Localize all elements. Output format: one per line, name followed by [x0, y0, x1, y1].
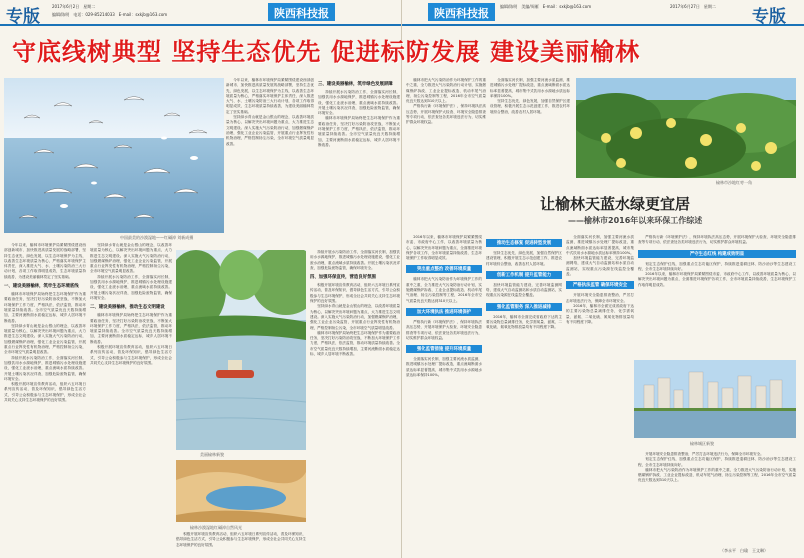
left-section2-body-2: 坚持绿水青山就是金山银山的理念，以改善环境质量为核心，以解决突出环境问题为重点，大力推进生态文明建设。深入实施大气污染防治行动，加强燃煤锅炉治理，强化工业企业污染监管，开展重点行业挥发性有机物治理，严格控制扬尘污染，全市环境空气质量明显改善。	[4, 323, 86, 355]
right-page-header	[402, 0, 804, 26]
right-article-column-4	[638, 235, 796, 355]
left-article-column-2	[318, 78, 400, 243]
box2-body: 严格执行新《环境保护法》，保持环境执法高压态势，开展环境保护大检查、环境安全隐患排查等专项行动，依法查处各类环境违法行为，切实维护群众环境权益。	[406, 319, 482, 340]
left-section3-title: 三、建设美丽榆林，筑牢绿色发展屏障	[318, 82, 393, 87]
box1-heading: 突出重点整治 改善环境质量	[406, 265, 482, 273]
right-intro: 2016年以来，榆林市环境保护局紧紧围绕市委、市政府中心工作，以改善环境质量为核心，以解决突出环境问题为重点，全面推进环境保护各项工作，全市环境质量持续改善，生态环境保护工作取得明显成效。	[406, 235, 482, 261]
right-top-column-1	[406, 78, 486, 173]
left-section4-body: 积极开展环境宣传教育活动，组织六五环境日系列宣传活动，普及环保知识，倡导绿色生活方式，引导公众积极参与生态环境保护，形成全社会共同关心支持生态环境保护的良好氛围。	[310, 283, 400, 304]
box5-heading: 创新工作机制 提升监管能力	[486, 271, 562, 279]
box2-heading: 加大环境执法 推进环境保护	[406, 308, 482, 316]
right-issue-info: 2017年6月27日 星期二	[670, 4, 716, 9]
box4-heading: 推动生态修复 促进转型发展	[486, 239, 562, 247]
right-col4-body-a: 严格执行新《环境保护法》，保持环境执法高压态势，开展环境保护大检查、环境安全隐患排查等专项行动，依法查处各类环境违法行为，切实维护群众环境权益。	[638, 235, 796, 245]
desert-photo-caption: 榆林沙漠湿地红碱淖自然风光	[190, 525, 242, 530]
city-photo	[634, 360, 796, 438]
right-top-column-2	[490, 78, 570, 173]
left-intro-continued: 今年以来，榆林市环境保护局紧紧围绕建设西部创新城市、加快推进高质量发展的战略部署，坚持生态优先，绿色发展，以生态环境保护为主线，以改善生态环境质量为核心，严格落实环境保护主体责任，深入推进大气、水、土壤污染防治三大行动计划，各项工作取得明显成效，生态环境质量持续改善，为建设美丽榆林奠定了坚实基础。	[4, 243, 86, 279]
right-col5-body-b: 划定生态保护红线，加强重点生态功能区保护，持续推进退耕还林、防沙治沙等生态建设工程，全市生态环境持续向好。	[638, 457, 796, 467]
left-section1-title: 一、建设美丽榆林，筑牢生态环境底线	[4, 284, 79, 290]
left-article-column-5	[310, 250, 400, 553]
box7-heading: 严格执法监管 确保环境安全	[566, 281, 634, 289]
right-article-column-1	[406, 235, 482, 553]
right-col5-body-c: 榆林市把大气污染防治作为环境保护工作的重中之重，全力推进大气污染防治行动计划，实施燃煤锅炉拆改、工业企业提标改造、机动车尾气治理、扬尘污染控制等工程，2016年全市空气质量优良天数达到310天以上。	[638, 467, 796, 483]
left-col4-body-c: 榆林市环境保护局始终把生态环境保护作为重要政治任务，坚决打好污染防治攻坚战，不断加大环境保护工作力度，严格执法，依法监管，推动环境质量持续改善。全市空气质量优良天数持续增加，主要河流断面水质稳定达标，城乡人居环境不断改善。	[90, 313, 172, 344]
box8-body: 划定生态保护红线，加强重点生态功能区保护，持续推进退耕还林、防沙治沙等生态建设工程，全市生态环境持续向好。	[638, 261, 796, 271]
lake-boat-photo	[176, 250, 306, 450]
box6-body: 2016年，榆林市全面完成省政府下达的主要污染物总量减排任务，化学需氧量、氨氮、二氧化硫、氮氧化物排放量均有不同程度下降。	[486, 314, 562, 330]
right-subheadline: ——榆林市2016年以来环保工作综述	[568, 216, 703, 225]
right-section-tag: 专版	[752, 7, 786, 27]
box3-heading: 强化监管措施 提升环境质量	[406, 345, 482, 353]
box4-body: 坚持生态优先、绿色发展，加强自然保护区建设管理，积极开展生态示范创建工作，推进农村环境综合整治，改善农村人居环境。	[486, 251, 562, 266]
left-masthead-logo: 陕西科技报	[268, 3, 335, 21]
right-col3-body-c: 2016年，榆林市全面完成省政府下达的主要污染物总量减排任务，化学需氧量、氨氮、二氧化硫、氮氧化物排放量均有不同程度下降。	[566, 303, 634, 324]
left-section-tag: 专版	[6, 7, 40, 27]
right-byline: （李永平 白瑜 王文琳）	[720, 548, 768, 553]
right-headline: 让榆林天蓝水绿更宜居	[540, 195, 691, 213]
right-article-column-2	[486, 235, 562, 553]
desert-lake-photo	[176, 460, 306, 522]
left-section2-body: 坚持绿水青山就是金山银山的理念，以改善环境质量为核心，以解决突出环境问题为重点，大力推进生态文明建设。深入实施大气污染防治行动，加强燃煤锅炉治理，强化工业企业污染监管，开展重点行业挥发性有机物治理，严格控制扬尘污染，全市环境空气质量明显改善。	[226, 115, 314, 146]
box6-heading: 强化监管服务 深入推进减排	[486, 303, 562, 311]
wetland-photo	[4, 78, 224, 233]
main-headline: 守底线树典型 坚持生态优先 促进标防发展 建设美丽榆林	[12, 38, 641, 66]
red-dates-caption: 榆林市沙地红枣一角	[716, 180, 752, 185]
left-section3-body-2: 持续开展水污染防治工作，全面落实河长制，加强饮用水水源地保护，推进城镇污水处理设施建设，强化工业废水治理，重点流域水质持续改善。开展土壤污染状况详查，加强危险废物监管，确保环境安全。	[4, 355, 86, 381]
left-col6-body: 积极开展环境宣传教育活动，组织六五环境日系列宣传活动，普及环保知识，倡导绿色生活方式，引导公众积极参与生态环境保护，形成全社会共同关心支持生态环境保护的良好氛围。	[176, 532, 306, 547]
left-article-column-6	[176, 532, 306, 554]
left-col4-body-d: 积极开展环境宣传教育活动，组织六五环境日系列宣传活动，普及环保知识，倡导绿色生活方式，引导公众积极参与生态环境保护，形成全社会共同关心支持生态环境保护的良好氛围。	[90, 345, 172, 365]
lake-photo-caption: 美丽榆林新貌	[200, 452, 224, 457]
left-col5-body-b: 坚持绿水青山就是金山银山的理念，以改善环境质量为核心，以解决突出环境问题为重点，大力推进生态文明建设。深入实施大气污染防治行动，加强燃煤锅炉治理，强化工业企业污染监管，开展重点行业挥发性有机物治理，严格控制扬尘污染，全市环境空气质量明显改善。	[310, 304, 400, 330]
left-article-intro: 今年以来，榆林市环境保护局紧紧围绕建设西部创新城市、加快推进高质量发展的战略部署，坚持生态优先，绿色发展，以生态环境保护为主线，以改善生态环境质量为核心，严格落实环境保护主体责任，深入推进大气、水、土壤污染防治三大行动计划，各项工作取得明显成效，生态环境质量持续改善，为建设美丽榆林奠定了坚实基础。	[226, 78, 314, 114]
right-col4-body-b: 2016年以来，榆林市环境保护局紧紧围绕市委、市政府中心工作，以改善环境质量为核心，以解决突出环境问题为重点，全面推进环境保护各项工作，全市环境质量持续改善，生态环境保护工作取得明显成效。	[638, 272, 796, 287]
right-masthead-logo: 陕西科技报	[428, 3, 495, 21]
right-top-col1-body: 榆林市把大气污染防治作为环境保护工作的重中之重，全力推进大气污染防治行动计划，实施燃煤锅炉拆改、工业企业提标改造、机动车尾气治理、扬尘污染控制等工程，2016年全市空气质量优良天数达到310天以上。	[406, 78, 486, 104]
left-col5-body-c: 榆林市环境保护局始终把生态环境保护作为重要政治任务，坚决打好污染防治攻坚战，不断加大环境保护工作力度，严格执法，依法监管，推动环境质量持续改善。全市空气质量优良天数持续增加，主要河流断面水质稳定达标，城乡人居环境不断改善。	[310, 330, 400, 357]
right-article-column-3	[566, 235, 634, 553]
left-section4-title: 四、加强环保宣传，营造良好氛围	[310, 275, 376, 281]
left-section4-body-2: 积极开展环境宣传教育活动，组织六五环境日系列宣传活动，普及环保知识，倡导绿色生活方式，引导公众积极参与生态环境保护，形成全社会共同关心支持生态环境保护的良好氛围。	[4, 382, 86, 403]
right-col3-body-a: 全面落实河长制，加强主要河流水质监测，推进城镇污水处理厂提标改造，重点流域断面水质达标率显著提高，城市集中式饮用水水源地水质达标率保持100%。	[566, 235, 634, 255]
left-section3-body: 持续开展水污染防治工作，全面落实河长制，加强饮用水水源地保护，推进城镇污水处理设施建设，强化工业废水治理，重点流域水质持续改善。开展土壤污染状况详查，加强危险废物监管，确保环境安全。	[318, 90, 400, 116]
right-article-column-5	[638, 452, 796, 546]
box7-body: 开展环境安全隐患排查整治，严厉打击环境违法行为，保障全市环境安全。	[566, 293, 634, 303]
left-article-column-4	[90, 243, 172, 553]
right-top-col2-body-b: 坚持生态优先、绿色发展，加强自然保护区建设管理，积极开展生态示范创建工作，推进农村环境综合整治，改善农村人居环境。	[490, 99, 570, 114]
left-section1-body: 榆林市环境保护局始终把生态环境保护作为重要政治任务，坚决打好污染防治攻坚战，不断加大环境保护工作力度，严格执法，依法监管，推动环境质量持续改善。全市空气质量优良天数持续增加，主要河流断面水质稳定达标，城乡人居环境不断改善。	[4, 292, 86, 323]
left-issue-info: 2017年6月2日 星期二	[52, 4, 96, 9]
left-col4-body-a: 坚持绿水青山就是金山银山的理念，以改善环境质量为核心，以解决突出环境问题为重点，大力推进生态文明建设。深入实施大气污染防治行动，加强燃煤锅炉治理，强化工业企业污染监管，开展重点行业挥发性有机物治理，严格控制扬尘污染，全市环境空气质量明显改善。	[90, 243, 172, 274]
left-editor-info: 编辑/陈明 电话：029-85214033 E-mail：sxkjb@163.com	[52, 12, 168, 17]
right-top-col1-body-b: 严格执行新《环境保护法》，保持环境执法高压态势，开展环境保护大检查、环境安全隐患排查等专项行动，依法查处各类环境违法行为，切实维护群众环境权益。	[406, 104, 486, 125]
left-col5-body-a: 持续开展水污染防治工作，全面落实河长制，加强饮用水水源地保护，推进城镇污水处理设施建设，强化工业废水治理，重点流域水质持续改善。开展土壤污染状况详查，加强危险废物监管，确保环境安全。	[310, 250, 400, 270]
left-article-column-1	[226, 78, 314, 243]
city-photo-caption: 榆林城区新貌	[690, 441, 714, 446]
right-col5-body-a: 开展环境安全隐患排查整治，严厉打击环境违法行为，保障全市环境安全。	[645, 452, 764, 456]
left-col4-body-b: 持续开展水污染防治工作，全面落实河长制，加强饮用水水源地保护，推进城镇污水处理设施建设，强化工业废水治理，重点流域水质持续改善。开展土壤污染状况详查，加强危险废物监管，确保环境安全。	[90, 274, 172, 300]
wetland-photo-caption: 中国最美的沙漠湿地——红碱淖 刘新成摄	[120, 235, 194, 240]
box8-heading: 严守生态红线 构建成效明显	[638, 250, 796, 258]
left-page-header	[0, 0, 401, 26]
box1-body: 榆林市把大气污染防治作为环境保护工作的重中之重，全力推进大气污染防治行动计划，实施燃煤锅炉拆改、工业企业提标改造、机动车尾气治理、扬尘污染控制等工程，2016年全市空气质量优良天数达到310天以上。	[406, 277, 482, 303]
left-article-column-3	[4, 243, 86, 553]
right-editor-info: 编辑/陈明 美编/周雁 E-mail：sxkjb@163.com	[500, 4, 592, 9]
right-top-col2-body: 全面落实河长制，加强主要河流水质监测，推进城镇污水处理厂提标改造，重点流域断面水质达标率显著提高，城市集中式饮用水水源地水质达标率保持100%。	[490, 78, 570, 98]
right-col3-body-b: 加快环境监管能力建设，完善环境监测网络，建成大气自动监测站和水质自动监测站，实现重点污染源在线监控全覆盖。	[566, 256, 634, 277]
left-section1-body-dup: 榆林市环境保护局始终把生态环境保护作为重要政治任务，坚决打好污染防治攻坚战，不断加大环境保护工作力度，严格执法，依法监管，推动环境质量持续改善。全市空气质量优良天数持续增加，主要河流断面水质稳定达标，城乡人居环境不断改善。	[318, 116, 400, 147]
left-section2-title: 二、建设美丽榆林，推动生态文明建设	[90, 305, 165, 311]
box5-body: 加快环境监管能力建设，完善环境监测网络，建成大气自动监测站和水质自动监测站，实现重点污染源在线监控全覆盖。	[486, 282, 562, 298]
red-dates-photo	[576, 78, 796, 178]
box3-body: 全面落实河长制，加强主要河流水质监测，推进城镇污水处理厂提标改造，重点流域断面水质达标率显著提高，城市集中式饮用水水源地水质达标率保持100%。	[406, 357, 482, 378]
